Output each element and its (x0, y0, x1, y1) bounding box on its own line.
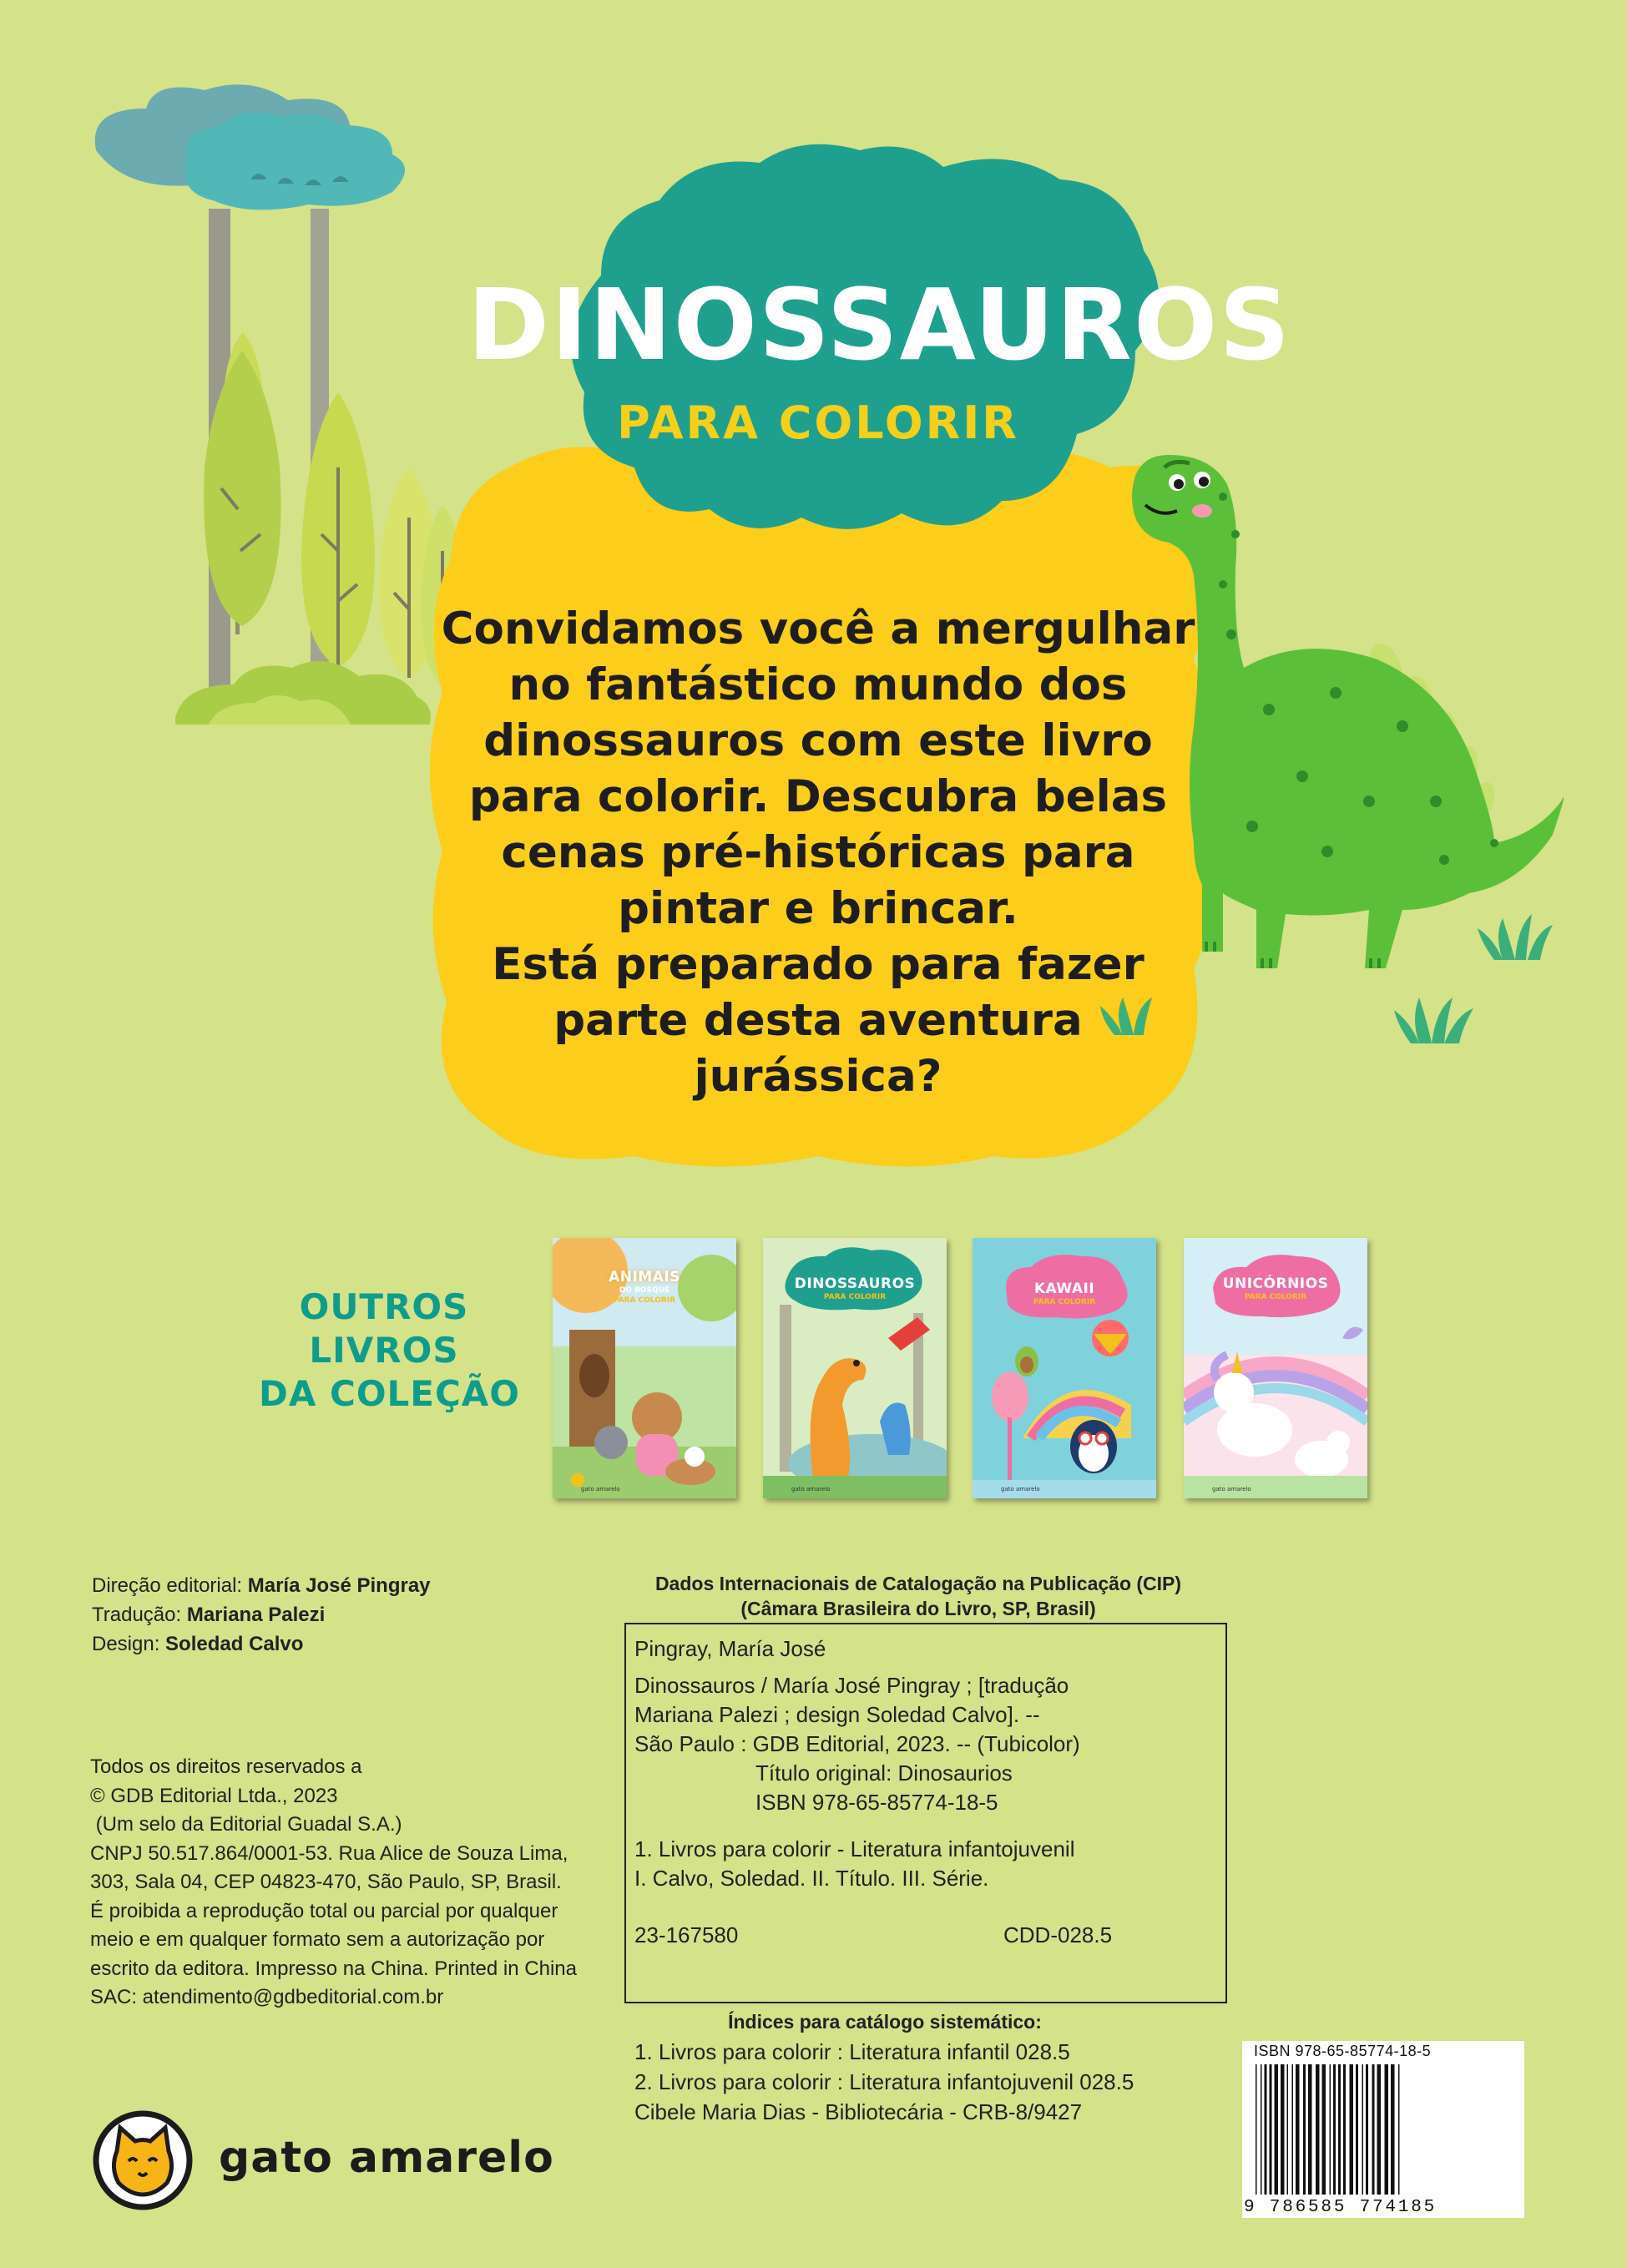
barcode-bar (1366, 2064, 1368, 2195)
editorial-credits (92, 1571, 576, 1659)
cip-original-title: Título original: Dinosaurios (755, 1760, 1013, 1786)
copyright-line: CNPJ 50.517.864/0001-53. Rua Alice de Souza Lima, (90, 1841, 568, 1865)
copyright-line: 303, Sala 04, CEP 04823-470, São Paulo, SP, Brasil. (90, 1871, 562, 1893)
barcode-bar (1350, 2064, 1354, 2195)
copyright-line: meio e em qualquer formato sem a autorização por (90, 1928, 545, 1951)
barcode-isbn-label: ISBN 978-65-85774-18-5 (1254, 2043, 1432, 2059)
barcode-bar (1356, 2064, 1358, 2195)
cip-entry-line: Dinossauros / María José Pingray ; [tradução (634, 1673, 1069, 1698)
description-line: pintar e brincar. (618, 883, 1018, 934)
cip-indices (634, 2007, 1219, 2127)
barcode-bar (1398, 2064, 1400, 2195)
collection-label-line: LIVROS (309, 1330, 459, 1371)
copyright-line: Todos os direitos reservados a (90, 1755, 362, 1778)
barcode-bar (1296, 2064, 1300, 2195)
book-title: KAWAII (1033, 1280, 1095, 1297)
description-line: parte desta aventura (553, 995, 1083, 1046)
cip-record-box (624, 1623, 1227, 2003)
credit-row (92, 1629, 576, 1659)
barcode-bar (1362, 2064, 1364, 2195)
barcode-bar (1303, 2064, 1306, 2195)
credit-value: Soledad Calvo (165, 1633, 304, 1655)
description-line: Está preparado para fazer (492, 939, 1144, 990)
barcode-bar (1287, 2064, 1289, 2195)
book-title: ANIMAIS (609, 1269, 680, 1286)
credit-value: Mariana Palezi (186, 1604, 326, 1626)
cip-entry-line: Mariana Palezi ; design Soledad Calvo]. -- (634, 1702, 1040, 1727)
book-publisher: gato amarelo (1212, 1486, 1251, 1493)
description-line: dinossauros com este livro (483, 715, 1153, 766)
cip-subject-line: I. Calvo, Soledad. II. Título. III. Série. (634, 1866, 989, 1891)
credit-label: Direção editorial: (92, 1574, 248, 1597)
description-line: Convidamos você a mergulhar (441, 604, 1195, 654)
book-cover-unicornios (1184, 1238, 1367, 1498)
barcode-bar (1316, 2064, 1320, 2195)
copyright-line: © GDB Editorial Ltda., 2023 (90, 1784, 338, 1807)
book-art (973, 1238, 1156, 1498)
book-subtitle: PARA COLORIR (823, 1293, 887, 1301)
barcode-bar (1333, 2064, 1336, 2195)
cip-index-line: 1. Livros para colorir : Literatura infantil 028.5 (634, 2039, 1070, 2064)
cip-index-line: 2. Livros para colorir : Literatura infantojuvenil 028.5 (634, 2069, 1134, 2094)
cover-title: DINOSSAUROS (467, 267, 1292, 382)
cip-entry-line: São Paulo : GDB Editorial, 2023. -- (Tubicolor) (634, 1731, 1080, 1756)
cip-index-line: Cibele Maria Dias - Bibliotecária - CRB-8/9427 (634, 2099, 1083, 2124)
cip-isbn: ISBN 978-65-85774-18-5 (755, 1790, 998, 1815)
book-cover-animais (553, 1238, 736, 1498)
book-publisher: gato amarelo (581, 1486, 620, 1493)
barcode-bar (1372, 2064, 1375, 2195)
barcode-bar (1292, 2064, 1294, 2195)
cip-control-number: 23-167580 (634, 1922, 739, 1947)
copyright-line: SAC: atendimento@gdbeditorial.com.br (90, 1986, 444, 2008)
barcode-bar (1308, 2064, 1312, 2195)
credit-row (92, 1600, 576, 1629)
barcode-bar (1261, 2064, 1262, 2195)
cover-description (434, 601, 1202, 1104)
book-subtitle: PARA COLORIR (1244, 1293, 1307, 1301)
description-line: para colorir. Descubra belas (468, 771, 1168, 822)
barcode-bar (1343, 2064, 1346, 2195)
copyright-line: escrito da editora. Impresso na China. Printed in China (90, 1957, 577, 1980)
book-title: UNICÓRNIOS (1222, 1275, 1329, 1292)
description-line: no fantástico mundo dos (508, 659, 1128, 710)
description-line: cenas pré-históricas para (501, 827, 1135, 878)
book-subtitle: PARA COLORIR (613, 1296, 676, 1305)
cip-subject-line: 1. Livros para colorir - Literatura infantojuvenil (634, 1836, 1075, 1861)
barcode-bar (1377, 2064, 1382, 2195)
description-line: jurássica? (694, 1051, 942, 1102)
collection-label-line: DA COLEÇÃO (259, 1373, 521, 1414)
credit-label: Tradução: (92, 1604, 187, 1626)
tree-illustration (95, 84, 465, 725)
book-subtitle: PARA COLORIR (1033, 1298, 1096, 1306)
barcode-bar (1265, 2064, 1267, 2195)
barcode-bar (1330, 2064, 1331, 2195)
barcode-bar (1322, 2064, 1326, 2195)
barcode-bar (1270, 2064, 1272, 2195)
cip-cdd: CDD-028.5 (1003, 1922, 1113, 1947)
collection-label (259, 1286, 521, 1416)
copyright-line: É proibida a reprodução total ou parcial por qualquer (90, 1899, 558, 1922)
copyright-line: (Um selo da Editorial Guadal S.A.) (90, 1813, 402, 1836)
cip-author: Pingray, María José (634, 1636, 826, 1661)
barcode-bar (1275, 2064, 1279, 2195)
cip-header-line: Dados Internacionais de Catalogação na Publicação (CIP) (654, 1573, 1182, 1594)
cip-header-line: (Câmara Brasileira do Livro, SP, Brasil) (740, 1598, 1096, 1619)
barcode-bar (1391, 2064, 1395, 2195)
barcode-digits: 9 786585 774185 (1244, 2198, 1438, 2217)
barcode-bar (1385, 2064, 1389, 2195)
collection-label-line: OUTROS (299, 1286, 469, 1327)
book-cover-dinossauros (763, 1238, 947, 1498)
cip-indices-header: Índices para catálogo sistemático: (728, 2011, 1042, 2033)
cip-header (584, 1571, 1252, 1621)
copyright-notice (90, 1753, 624, 2013)
barcode-bar (1256, 2064, 1257, 2195)
barcode-bar (1281, 2064, 1285, 2195)
credit-label: Design: (92, 1633, 166, 1655)
book-title: DINOSSAUROS (794, 1275, 916, 1292)
book-cover-kawaii (973, 1238, 1156, 1498)
barcode-bars (1242, 2064, 1524, 2198)
barcode-bar (1338, 2064, 1341, 2195)
cover-subtitle: PARA COLORIR (617, 397, 1019, 449)
book-publisher: gato amarelo (1001, 1486, 1040, 1493)
book-pretitle: DO BOSQUE (619, 1286, 670, 1295)
credit-row (92, 1571, 576, 1600)
publisher-logo-text: gato amarelo (219, 2133, 554, 2183)
cat-logo-icon (92, 2109, 194, 2211)
credit-value: María José Pingray (247, 1574, 431, 1597)
isbn-barcode (1242, 2041, 1524, 2218)
book-publisher: gato amarelo (791, 1486, 831, 1493)
